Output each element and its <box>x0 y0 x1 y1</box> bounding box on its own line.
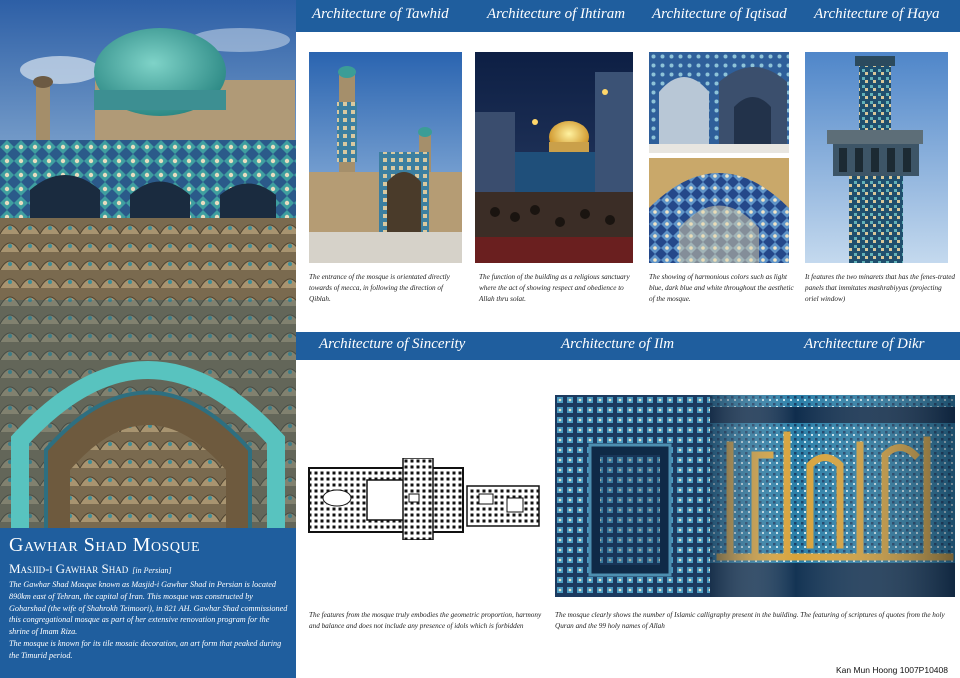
mosque-subtitle <box>9 561 172 577</box>
mosque-subtitle-note: [in Persian] <box>132 566 172 575</box>
header-iqtisad: Architecture of Iqtisad <box>652 6 787 22</box>
tawhid-photo <box>309 52 462 263</box>
caption-ilm-dikr: The mosque clearly shows the number of Islamic calligraphy present in the building. The featuring of scriptures of quotes from the holy Quran and the 99 holy names of Allah <box>555 611 945 630</box>
ihtiram-photo <box>475 52 633 263</box>
mosque-floor-plan <box>307 458 541 540</box>
mosque-facade-photo <box>0 0 296 528</box>
header-tawhid: Architecture of Tawhid <box>312 6 449 22</box>
caption-tawhid: The entrance of the mosque is orientated directly towards of mecca, in following the direction of Qiblah. <box>309 273 450 303</box>
mosque-description-p1: The Gawhar Shad Mosque known as Masjid-i Gawhar Shad in Persian is located 890km east of Tehran, the capital of Iran. This mosque was constructed by Goharshad (the wife of Shahrokh Teimoori), in 821 AH. Gawhar Shad commissioned this congregational mosque as part of her extensive renovation program for the shrine of Imam Riza. <box>9 580 288 637</box>
author-credit: Kan Mun Hoong 1007P10408 <box>835 665 948 675</box>
mosque-title: Gawhar Shad Mosque <box>9 534 201 556</box>
caption-ihtiram: The function of the building as a religious sanctuary where the act of showing respect and obedience to Allah thru solat. <box>479 273 630 303</box>
mosque-title-block <box>0 528 296 678</box>
caption-haya: It features the two minarets that has the fenes-trated panels that immitates mashrabiyyas (projecting oriel window) <box>805 273 955 303</box>
mosque-description <box>9 579 291 662</box>
header-ihtiram: Architecture of Ihtiram <box>487 6 626 22</box>
caption-iqtisad: The showing of harmonious colors such as light blue, dark blue and white throughout the aesthetic of the mosque. <box>649 273 794 303</box>
iqtisad-photo-top <box>649 52 789 153</box>
header-sincerity: Architecture of Sincerity <box>319 336 466 352</box>
iqtisad-photo-bottom <box>649 158 789 263</box>
mosque-description-p2: The mosque is known for its tile mosaic decoration, an art form that peaked during the Timurid period. <box>9 638 282 660</box>
header-haya: Architecture of Haya <box>814 6 940 22</box>
header-dikr: Architecture of Dikr <box>804 336 925 352</box>
haya-photo <box>805 52 948 263</box>
calligraphy-photo <box>555 395 955 597</box>
caption-sincerity: The features from the mosque truly embodies the geometric proportion, harmony and balance and does not include any presence of idols which is forbidden <box>309 611 542 630</box>
mosque-subtitle-text: Masjid-i Gawhar Shad <box>9 561 129 576</box>
header-ilm: Architecture of Ilm <box>561 336 675 352</box>
